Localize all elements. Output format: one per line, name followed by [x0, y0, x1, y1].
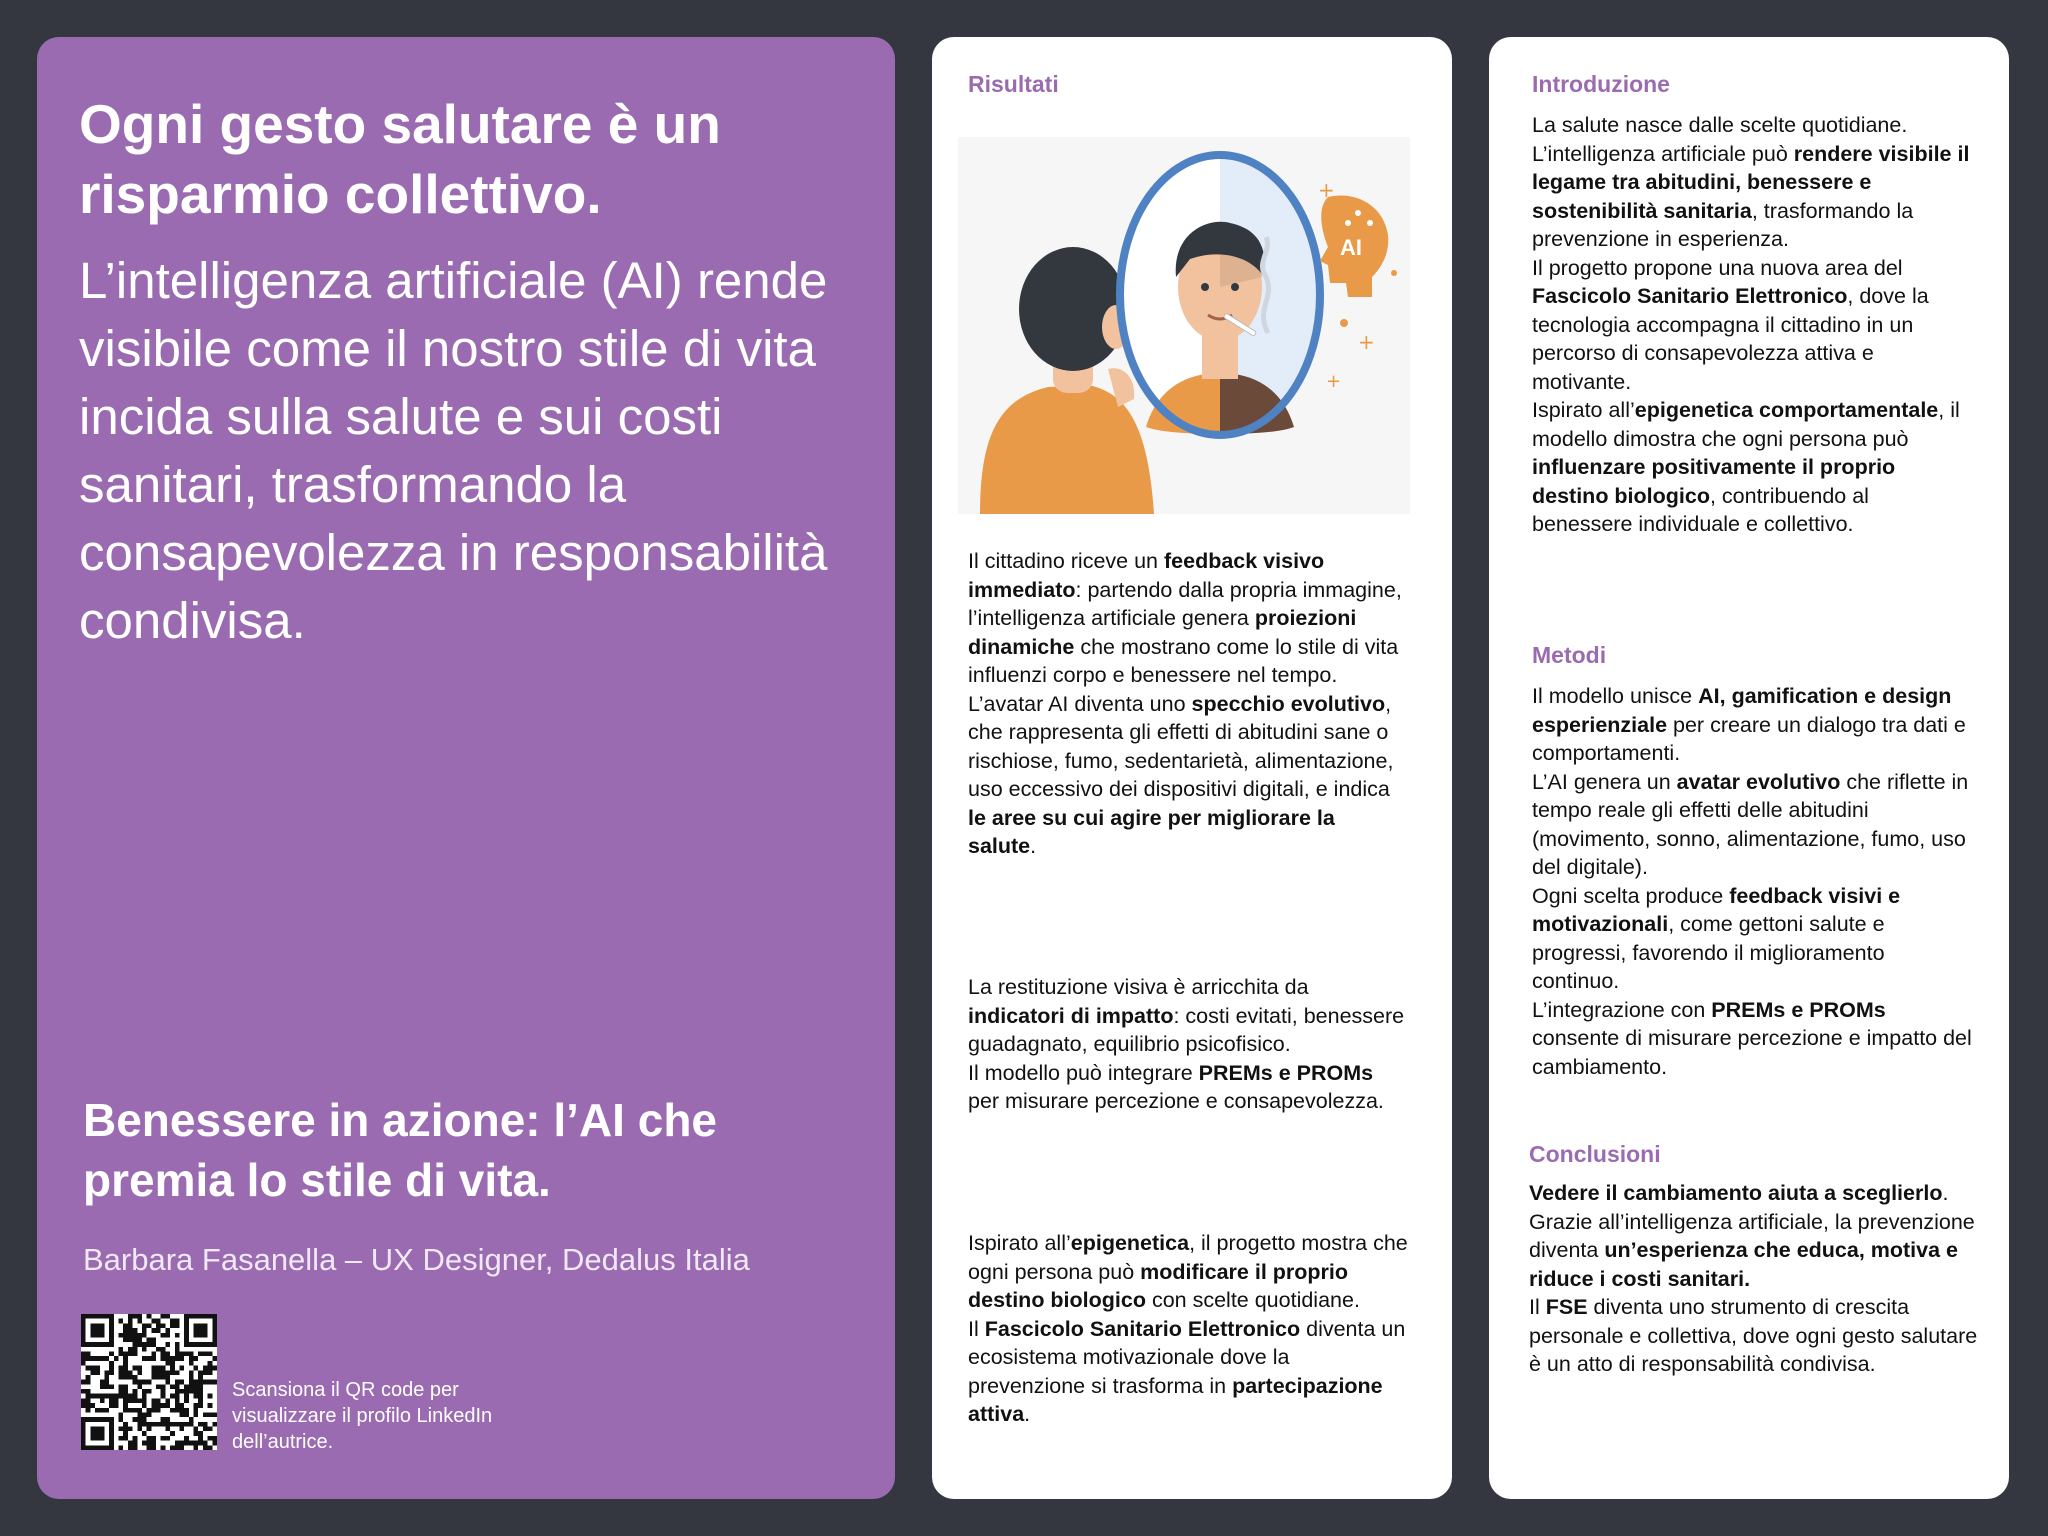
- emphasis: Fascicolo Sanitario Elettronico: [984, 1316, 1301, 1341]
- results-paragraph-2: La restituzione visiva è arricchita da indicatori di impatto: costi evitati, benessere guadagnato, equilibrio psicofisico. Il modello può integrare PREMs e PROMs per misurare percezione e consapevolezza.: [968, 975, 1405, 1113]
- results-title: Risultati: [968, 71, 1059, 97]
- conclusions-text: Vedere il cambiamento aiuta a sceglierlo. Grazie all’intelligenza artificiale, la prevenzione diventa un’esperienza che educa, motiva e riduce i costi sanitari. Il FSE diventa uno strumento di crescita personale e collettiva, dove ogni gesto salutare è un atto di responsabilità condivisa.: [1529, 1181, 1978, 1376]
- emphasis: AI, gamification e design esperienziale: [1532, 684, 1952, 737]
- emphasis: influenzare positivamente il proprio destino biologico: [1532, 455, 1896, 508]
- ai-label: AI: [1340, 235, 1362, 260]
- emphasis: avatar evolutivo: [1676, 769, 1841, 794]
- poster-subtitle: Benessere in azione: l’AI che premia lo stile di vita.: [83, 1094, 718, 1206]
- results-paragraph-3: Ispirato all’epigenetica, il progetto mostra che ogni persona può modificare il proprio destino biologico con scelte quotidiane. Il Fascicolo Sanitario Elettronico diventa un ecosistema motivazionale dove la prevenzione si trasforma in partecipazione attiva.: [968, 1231, 1408, 1426]
- results-paragraph-1: Il cittadino riceve un feedback visivo immediato: partendo dalla propria immagine, l’intelligenza artificiale genera proiezioni dinamiche che mostrano come lo stile di vita influenzi corpo e benessere nel tempo. L’avatar AI diventa uno specchio evolutivo, che rappresenta gli effetti di abitudini sane o rischiose, fumo, sedentarietà, alimentazione, uso eccessivo dei dispositivi digitali, e indica le aree su cui agire per migliorare la salute.: [968, 549, 1402, 858]
- qr-caption: Scansiona il QR code per visualizzare il profilo LinkedIn dell’autrice.: [232, 1379, 493, 1453]
- emphasis: specchio evolutivo: [1191, 691, 1386, 716]
- conclusions-title: Conclusioni: [1529, 1141, 1661, 1167]
- emphasis: PREMs e PROMs: [1711, 997, 1886, 1022]
- results-panel: [932, 37, 1452, 1499]
- emphasis: epigenetica: [1070, 1231, 1190, 1255]
- lead-statement: L’intelligenza artificiale (AI) rende visibile come il nostro stile di vita incida sulla salute e sui costi sanitari, trasformando la consapevolezza in responsabilità condivisa.: [79, 252, 828, 649]
- mirror-illustration: [958, 137, 1410, 514]
- emphasis: proiezioni dinamiche: [968, 606, 1357, 659]
- emphasis: FSE: [1545, 1295, 1588, 1319]
- emphasis: rendere visibile il legame tra abitudini, benessere e sostenibilità sanitaria: [1532, 141, 1970, 223]
- svg-text:+: +: [1326, 371, 1342, 392]
- emphasis: indicatori di impatto: [968, 1003, 1174, 1028]
- emphasis: epigenetica comportamentale: [1634, 398, 1939, 422]
- introduction-title: Introduzione: [1532, 71, 1670, 97]
- headline: Ogni gesto salutare è un risparmio collettivo.: [79, 93, 721, 225]
- emphasis: le aree su cui agire per migliorare la salute: [968, 805, 1335, 858]
- emphasis: feedback visivo immediato: [968, 549, 1325, 602]
- left-panel: [37, 37, 895, 1499]
- emphasis: PREMs e PROMs: [1198, 1060, 1374, 1085]
- methods-title: Metodi: [1532, 642, 1607, 668]
- emphasis: un’esperienza che educa, motiva e riduce i costi sanitari.: [1529, 1238, 1959, 1291]
- qr-code-icon[interactable]: [81, 1314, 217, 1450]
- emphasis: Fascicolo Sanitario Elettronico: [1532, 284, 1848, 308]
- emphasis: Vedere il cambiamento aiuta a sceglierlo: [1529, 1181, 1943, 1205]
- emphasis: partecipazione attiva: [968, 1373, 1383, 1426]
- svg-text:+: +: [1358, 330, 1375, 354]
- methods-text: Il modello unisce AI, gamification e design esperienziale per creare un dialogo tra dati e comportamenti. L’AI genera un avatar evolutivo che riflette in tempo reale gli effetti delle abitudini (movimento, sonno, alimentazione, fumo, uso del digitale). Ogni scelta produce feedback visivi e motivazionali, come gettoni salute e progressi, favorendo il miglioramento continuo. L’integrazione con PREMs e PROMs consente di misurare percezione e impatto del cambiamento.: [1532, 684, 1972, 1079]
- author-line: Barbara Fasanella – UX Designer, Dedalus Italia: [83, 1242, 750, 1277]
- introduction-text: La salute nasce dalle scelte quotidiane. L’intelligenza artificiale può rendere visibile il legame tra abitudini, benessere e sostenibilità sanitaria, trasformando la prevenzione in esperienza. Il progetto propone una nuova area del Fascicolo Sanitario Elettronico, dove la tecnologia accompagna il cittadino in un percorso di consapevolezza attiva e motivante. Ispirato all’epigenetica comportamentale, il modello dimostra che ogni persona può influenzare positivamente il proprio destino biologico, contribuendo al benessere individuale e collettivo.: [1532, 113, 1970, 536]
- emphasis: feedback visivi e motivazionali: [1532, 883, 1901, 936]
- emphasis: modificare il proprio destino biologico: [968, 1259, 1349, 1312]
- right-panel: [1489, 37, 2009, 1499]
- svg-text:+: +: [1318, 178, 1335, 202]
